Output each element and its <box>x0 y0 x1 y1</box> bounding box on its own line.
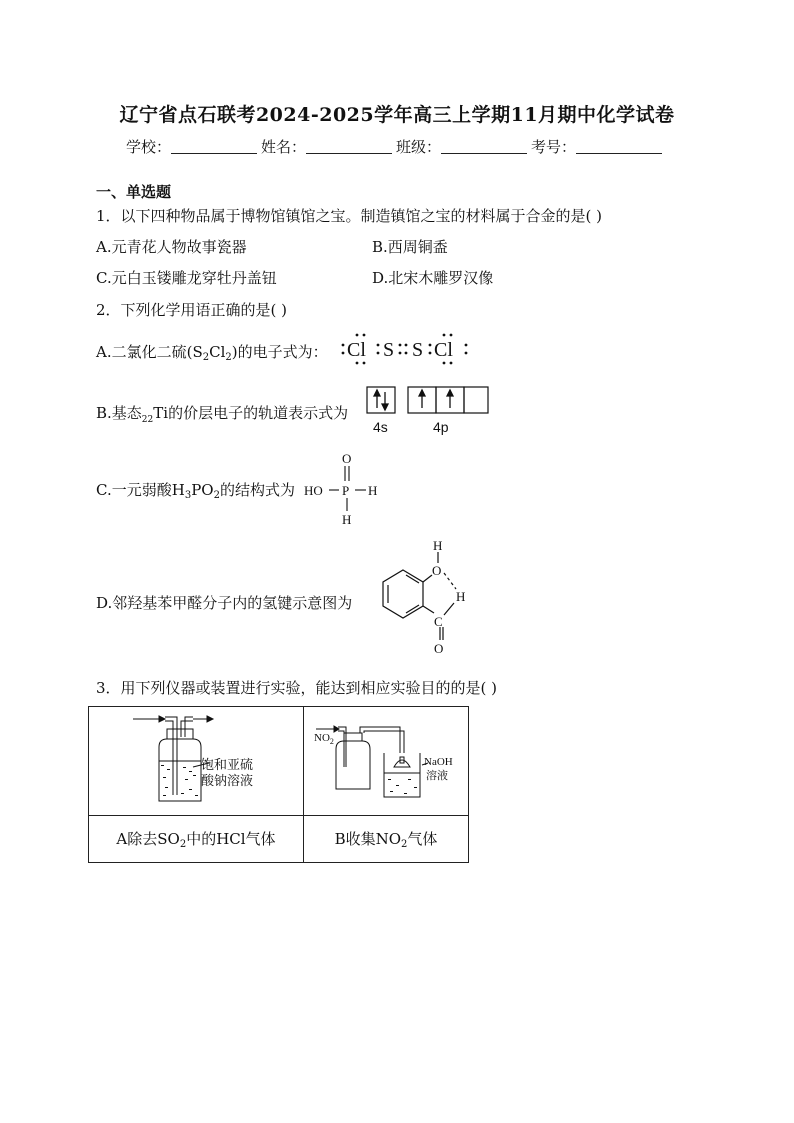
gas-collection-figure <box>304 707 468 811</box>
q3-option-b[interactable] <box>304 816 469 863</box>
q3-a-fig-label-1: 饱和亚硫 <box>201 758 254 773</box>
name-label: 姓名： <box>261 138 307 156</box>
q3-stem: 3．用下列仪器或装置进行实验，能达到相应实验目的的是( ) <box>96 679 498 697</box>
electron-arrows <box>374 390 453 410</box>
q2-b-text-post: 的价层电子的轨道表示式为 <box>168 404 349 422</box>
q1-stem: 1．以下四种物品属于博物馆镇馆之宝。制造镇馆之宝的材料属于合金的是( ) <box>96 207 603 225</box>
q2-b-text-pre: B.基态 <box>96 404 142 422</box>
q1-option-c[interactable]: C.元白玉镂雕龙穿牡丹盖钮 <box>96 269 277 287</box>
hbond-o-bottom: O <box>434 641 444 656</box>
exam-no-label: 考号： <box>531 138 577 156</box>
s-atom-1: S <box>383 339 395 361</box>
q3-a-cap-sub: 2 <box>179 839 187 850</box>
q3-a-cap-pre: A除去SO <box>116 830 180 848</box>
benzene-ring <box>383 552 456 640</box>
q2-c-text-post: 的结构式为 <box>219 481 295 499</box>
orbital-label-4s: 4s <box>373 419 388 435</box>
struct-o-double: O <box>342 451 352 466</box>
hbond-o-top: O <box>432 563 442 578</box>
naoh-hatching <box>388 779 417 794</box>
struct-h-right: H <box>368 483 378 498</box>
orbital-label-4p: 4p <box>433 419 449 435</box>
q3-b-gas-label: $NO_2$ <box>314 732 334 746</box>
struct-h-bottom: H <box>342 512 352 527</box>
struct-ho: HO <box>304 483 323 498</box>
q2-d-text: D.邻羟基苯甲醛分子内的氢键示意图为 <box>96 594 353 612</box>
class-blank[interactable] <box>441 139 527 154</box>
q3-b-naoh-label: NaOH <box>424 756 453 768</box>
q3-b-cap-post: 气体 <box>407 830 438 848</box>
q2-b-atomic-number: 22 <box>141 415 154 425</box>
q2-a-text-mid: Cl <box>209 343 226 361</box>
q3-a-figure-cell[interactable] <box>89 707 304 816</box>
q3-a-fig-label-2: 酸钠溶液 <box>201 774 254 789</box>
section-heading: 一、单选题 <box>96 183 172 201</box>
q2-c-sub1: 3 <box>184 490 192 501</box>
q2-c-text-pre: C.一元弱酸 <box>96 481 172 499</box>
q2-b-element: Ti <box>153 404 169 422</box>
q2-c-h: H <box>171 481 185 499</box>
cl-atom-1: Cl <box>347 339 366 361</box>
s-atom-2: S <box>412 339 424 361</box>
cl-atom-2: Cl <box>434 339 453 361</box>
q3-b-solution-label: 溶液 <box>426 769 448 782</box>
school-label: 学校： <box>126 138 172 156</box>
s2cl2-electron-formula <box>336 330 476 368</box>
q1-option-b[interactable]: B.西周铜盉 <box>372 238 448 256</box>
q3-b-cap-sub: 2 <box>401 839 408 850</box>
q2-c-sub2: 2 <box>213 490 220 501</box>
q1-option-a[interactable]: A.元青花人物故事瓷器 <box>96 238 247 256</box>
name-blank[interactable] <box>306 139 392 154</box>
q2-a-text-pre: A.二氯化二硫(S <box>96 343 203 361</box>
page-title: 辽宁省点石联考2024-2025学年高三上学期11月期中化学试卷 <box>119 104 675 126</box>
q2-c-po: PO <box>191 481 214 499</box>
gas-washing-bottle-figure <box>89 707 303 811</box>
q2-a-sub2: 2 <box>225 352 232 363</box>
school-blank[interactable] <box>171 139 257 154</box>
q3-b-cap-pre: B收集NO <box>334 830 402 848</box>
h3po2-structure <box>302 449 386 529</box>
hbond-c: C <box>434 614 443 629</box>
q2-option-c[interactable] <box>96 479 295 501</box>
ti-orbital-diagram <box>366 386 492 436</box>
exam-no-blank[interactable] <box>576 139 662 154</box>
q2-option-b[interactable] <box>96 402 348 425</box>
q1-option-d[interactable]: D.北宋木雕罗汉像 <box>372 269 494 287</box>
q3-a-cap-post: 中的HCl气体 <box>186 830 276 848</box>
solution-hatching <box>161 765 198 796</box>
salicylaldehyde-hbond-diagram <box>368 537 478 661</box>
q2-option-d[interactable] <box>96 592 352 613</box>
student-info-row <box>126 136 686 157</box>
q2-stem: 2．下列化学用语正确的是( ) <box>96 301 288 319</box>
q3-options-table <box>88 706 469 863</box>
q3-option-a[interactable] <box>89 816 304 863</box>
hbond-h-top: H <box>433 538 443 553</box>
q2-a-sub1: 2 <box>202 352 210 363</box>
class-label: 班级： <box>396 138 442 156</box>
struct-p: P <box>342 483 350 498</box>
q2-a-text-post: )的电子式为： <box>231 343 328 361</box>
q3-b-figure-cell[interactable] <box>304 707 469 816</box>
q2-option-a[interactable] <box>96 341 328 363</box>
hbond-h-right: H <box>456 589 466 604</box>
